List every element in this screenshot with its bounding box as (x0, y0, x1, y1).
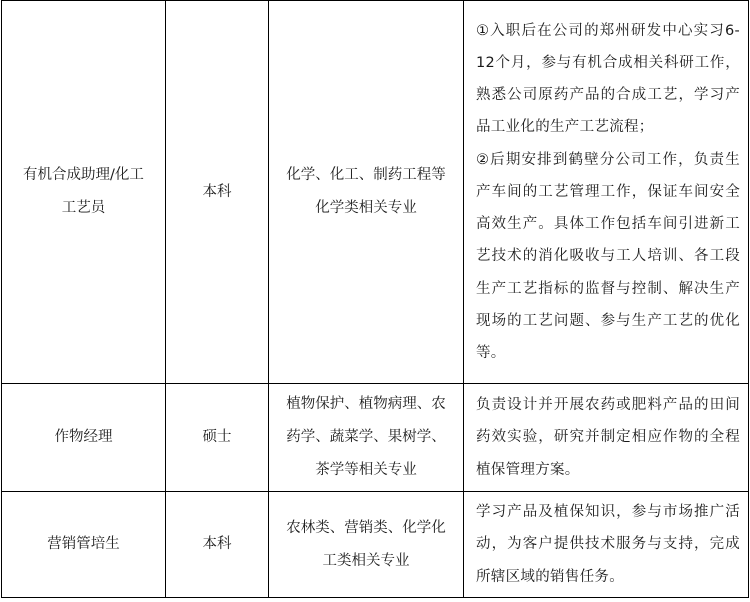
degree-text: 本科 (202, 183, 232, 200)
major-cell (269, 384, 464, 492)
degree-text: 硕士 (202, 429, 232, 445)
position-text: 营销管培生 (47, 536, 120, 552)
position-text: 作物经理 (54, 429, 113, 445)
major-cell (269, 492, 464, 598)
description-cell (464, 492, 749, 598)
major-text: 农林类、营销类、化学化工类相关专业 (286, 519, 446, 569)
position-cell (2, 492, 166, 598)
description-paragraph: ①入职后在公司的郑州研发中心实习6-12个月，参与有机合成相关科研工作，熟悉公司原药产品的合成工艺，学习产品工业化的生产工艺流程； (476, 22, 740, 136)
major-text: 化学、化工、制药工程等化学类相关专业 (286, 167, 446, 216)
degree-cell (166, 1, 269, 384)
degree-cell (166, 384, 269, 492)
degree-cell (166, 492, 269, 598)
position-text: 有机合成助理/化工工艺员 (23, 167, 144, 216)
table-row (2, 384, 749, 492)
major-cell (269, 1, 464, 384)
table-row (2, 1, 749, 384)
position-cell (2, 1, 166, 384)
degree-text: 本科 (202, 536, 232, 552)
description-paragraph: ②后期安排到鹤壁分公司工作，负责生产车间的工艺管理工作，保证车间安全高效生产。具体工作包括车间引进新工艺技术的消化吸收与工人培训、各工段生产工艺指标的监督与控制、解决生产现场的工艺问题、参与生产工艺的优化等。 (476, 151, 740, 361)
description-paragraph: 学习产品及植保知识，参与市场推广活动，为客户提供技术服务与支持，完成所辖区域的销售任务。 (476, 504, 740, 585)
description-cell (464, 384, 749, 492)
major-text: 植物保护、植物病理、农药学、蔬菜学、果树学、茶学等相关专业 (286, 396, 446, 478)
job-table (1, 0, 749, 598)
table-row (2, 492, 749, 598)
position-cell (2, 384, 166, 492)
description-paragraph: 负责设计并开展农药或肥料产品的田间药效实验，研究并制定相应作物的全程植保管理方案。 (476, 397, 740, 478)
description-cell (464, 1, 749, 384)
